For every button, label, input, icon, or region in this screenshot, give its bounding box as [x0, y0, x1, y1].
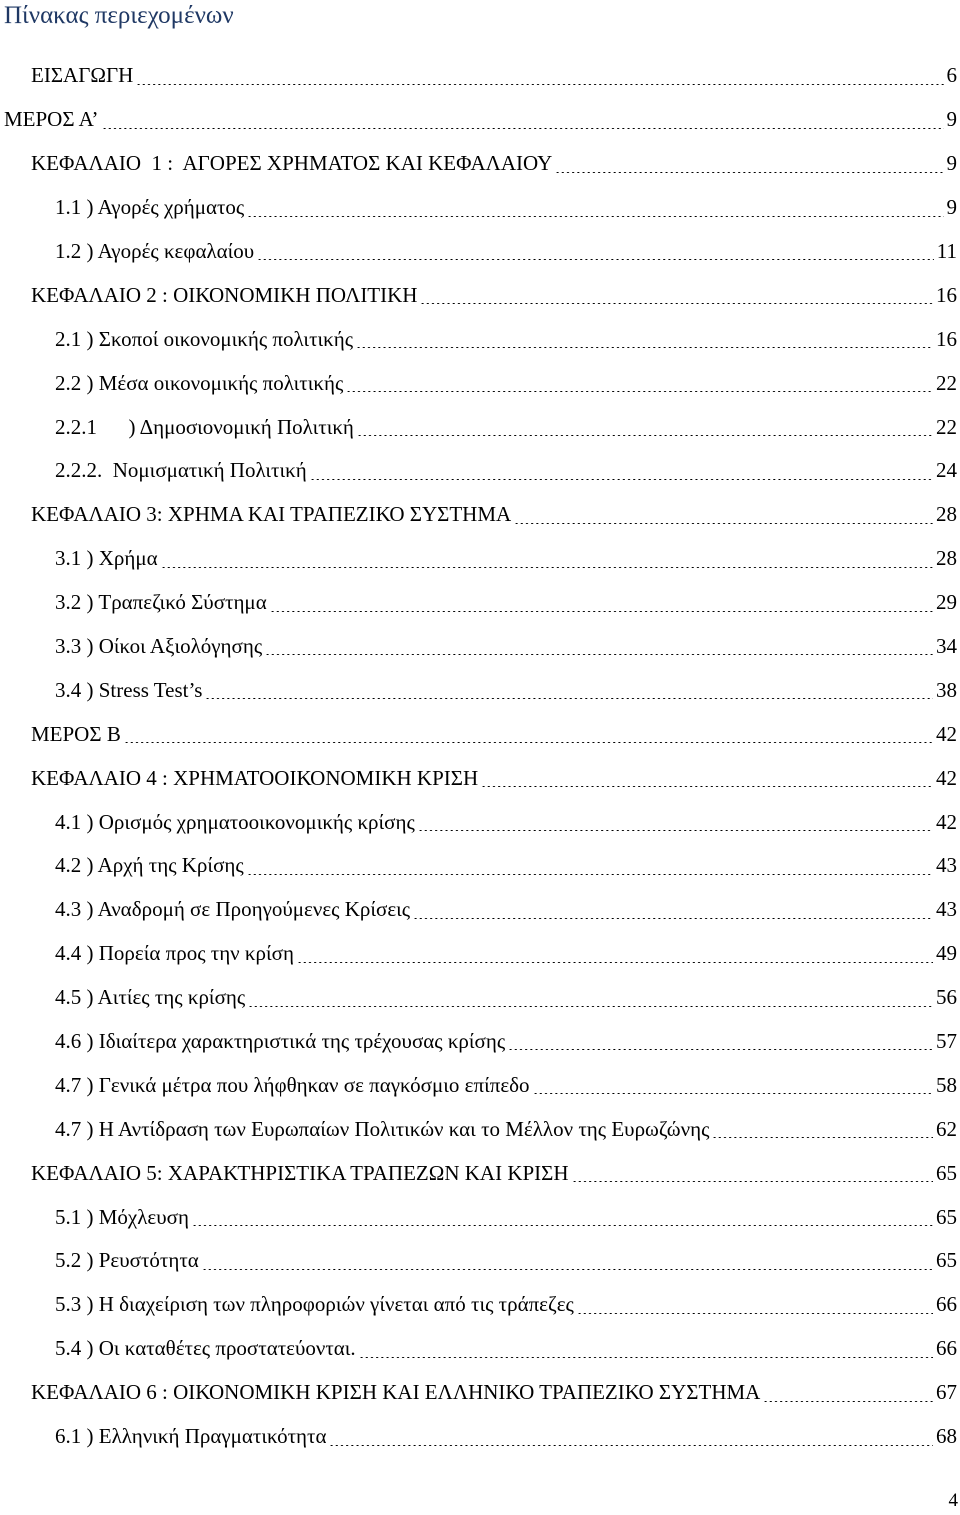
toc-entry-page: 65 [936, 1160, 957, 1185]
toc-entry[interactable] [0, 1415, 960, 1459]
toc-entry-label: 1.2 ) Αγορές κεφαλαίου [55, 239, 255, 263]
toc-entry[interactable] [0, 668, 960, 712]
toc-entry-label: 2.2.2. Νομισματική Πολιτική [55, 458, 307, 483]
toc-entry-label: 4.4 ) Πορεία προς την κρίση [55, 941, 294, 966]
dot-leader [265, 654, 933, 655]
dot-leader [310, 479, 933, 480]
toc-entry[interactable] [0, 273, 960, 317]
toc-entry-page: 65 [936, 1204, 957, 1229]
dot-leader [247, 874, 933, 875]
dot-leader [247, 216, 943, 217]
toc-entry[interactable] [0, 932, 960, 976]
toc-entry[interactable] [0, 844, 960, 888]
toc-entry-label: 5.3 ) Η διαχείριση των πληροφοριών γίνεται από τις τράπεζες [55, 1292, 574, 1317]
toc-entry[interactable] [0, 1239, 960, 1283]
toc-entry-page: 67 [936, 1380, 957, 1405]
toc-entry-label: ΚΕΦΑΛΑΙΟ 6 : ΟΙΚΟΝΟΜΙΚΗ ΚΡΙΣΗ ΚΑΙ ΕΛΛΗΝΙΚΟ ΤΡΑΠΕΖΙΚΟ ΣΥΣΤΗΜΑ [31, 1380, 761, 1405]
toc-entry[interactable] [0, 449, 960, 493]
dot-leader [329, 1445, 933, 1446]
toc-entry-page: 62 [936, 1116, 957, 1141]
dot-leader [124, 742, 933, 743]
toc-entry-label: 4.5 ) Αιτίες της κρίσης [55, 985, 246, 1010]
toc-entry[interactable] [0, 1020, 960, 1064]
toc-entry[interactable] [0, 1151, 960, 1195]
toc-entry-page: 29 [936, 590, 957, 615]
toc-entry-page: 65 [936, 1248, 957, 1273]
toc-entry-label: 5.2 ) Ρευστότητα [55, 1248, 199, 1273]
toc-entry-label: ΕΙΣΑΓΩΓΗ [31, 63, 134, 88]
toc-entry-label: 4.7 ) Γενικά μέτρα που λήφθηκαν σε παγκόσμιο επίπεδο [55, 1072, 530, 1097]
toc-entry-page: 43 [936, 897, 957, 922]
toc-entry-label: 5.1 ) Μόχλευση [55, 1204, 189, 1229]
dot-leader [257, 259, 934, 260]
toc-entry-page: 24 [936, 458, 957, 483]
toc-list [0, 54, 960, 1459]
toc-entry-label: 3.3 ) Οίκοι Αξιολόγησης [55, 634, 263, 659]
toc-entry-page: 56 [936, 985, 957, 1010]
toc-entry-label: ΚΕΦΑΛΑΙΟ 1 : ΑΓΟΡΕΣ ΧΡΗΜΑΤΟΣ ΚΑΙ ΚΕΦΑΛΑΙΟΥ [31, 151, 553, 176]
toc-entry[interactable] [0, 493, 960, 537]
toc-entry-page: 28 [936, 502, 957, 527]
dot-leader [270, 611, 933, 612]
toc-entry-page: 22 [936, 414, 957, 439]
toc-entry-label: 3.1 ) Χρήμα [55, 546, 158, 571]
toc-entry-page: 66 [936, 1336, 957, 1361]
toc-entry[interactable] [0, 976, 960, 1020]
toc-entry[interactable] [0, 537, 960, 581]
toc-entry-page: 38 [936, 677, 957, 702]
toc-entry-page: 28 [936, 546, 957, 571]
dot-leader [577, 1313, 933, 1314]
dot-leader [418, 830, 933, 831]
toc-entry-page: 16 [936, 326, 957, 351]
toc-entry-label: 3.4 ) Stress Test’s [55, 677, 203, 702]
toc-entry-page: 42 [936, 809, 957, 834]
dot-leader [202, 1269, 933, 1270]
toc-entry-label: ΜΕΡΟΣ Β [31, 721, 121, 746]
dot-leader [712, 1137, 933, 1138]
toc-entry-label: ΚΕΦΑΛΑΙΟ 5: ΧΑΡΑΚΤΗΡΙΣΤΙΚΑ ΤΡΑΠΕΖΩΝ ΚΑΙ ΚΡΙΣΗ [31, 1160, 569, 1185]
dot-leader [161, 567, 933, 568]
dot-leader [359, 1357, 933, 1358]
toc-title: Πίνακας περιεχομένων [4, 2, 234, 29]
dot-leader [481, 786, 933, 787]
dot-leader [357, 435, 933, 436]
toc-entry[interactable] [0, 756, 960, 800]
toc-entry-label: 4.6 ) Ιδιαίτερα χαρακτηριστικά της τρέχουσας κρίσης [55, 1029, 506, 1054]
toc-entry-label: 4.7 ) Η Αντίδραση των Ευρωπαίων Πολιτικών και το Μέλλον της Ευρωζώνης [55, 1116, 710, 1141]
toc-entry[interactable] [0, 142, 960, 186]
toc-entry-page: 22 [936, 370, 957, 395]
toc-entry-page: 57 [936, 1029, 957, 1054]
toc-entry-label: 5.4 ) Οι καταθέτες προστατεύονται. [55, 1336, 356, 1361]
toc-entry-label: 4.3 ) Αναδρομή σε Προηγούμενες Κρίσεις [55, 897, 411, 922]
toc-entry-page: 11 [936, 239, 957, 263]
toc-entry-label: 2.2 ) Μέσα οικονομικής πολιτικής [55, 370, 344, 395]
dot-leader [136, 84, 943, 85]
toc-entry-label: 6.1 ) Ελληνική Πραγματικότητα [55, 1424, 327, 1449]
toc-entry[interactable] [0, 54, 960, 98]
dot-leader [555, 172, 943, 173]
dot-leader [413, 918, 933, 919]
toc-entry[interactable] [0, 800, 960, 844]
toc-entry-label: 1.1 ) Αγορές χρήματος [55, 195, 245, 220]
toc-entry-label: ΚΕΦΑΛΑΙΟ 3: ΧΡΗΜΑ ΚΑΙ ΤΡΑΠΕΖΙΚΟ ΣΥΣΤΗΜΑ [31, 502, 512, 527]
dot-leader [205, 698, 933, 699]
toc-entry-label: 4.1 ) Ορισμός χρηματοοικονομικής κρίσης [55, 809, 415, 834]
dot-leader [356, 347, 933, 348]
toc-entry-page: 49 [936, 941, 957, 966]
dot-leader [533, 1093, 933, 1094]
dot-leader [248, 1006, 933, 1007]
toc-entry[interactable] [0, 361, 960, 405]
dot-leader [572, 1181, 933, 1182]
toc-entry-page: 42 [936, 765, 957, 790]
dot-leader [514, 523, 933, 524]
page-number: 4 [948, 1490, 958, 1511]
toc-entry-page: 16 [936, 282, 957, 307]
toc-entry-page: 58 [936, 1072, 957, 1097]
toc-entry-label: 3.2 ) Τραπεζικό Σύστημα [55, 590, 267, 615]
toc-entry-page: 68 [936, 1424, 957, 1449]
toc-entry[interactable] [0, 888, 960, 932]
toc-entry-page: 66 [936, 1292, 957, 1317]
toc-entry[interactable] [0, 712, 960, 756]
dot-leader [508, 1049, 933, 1050]
toc-entry-page: 42 [936, 721, 957, 746]
toc-entry[interactable] [0, 1371, 960, 1415]
toc-entry[interactable] [0, 186, 960, 230]
toc-entry[interactable] [0, 581, 960, 625]
dot-leader [346, 391, 933, 392]
toc-entry-page: 9 [946, 151, 957, 176]
toc-entry[interactable] [0, 1327, 960, 1371]
toc-entry[interactable] [0, 405, 960, 449]
toc-entry[interactable] [0, 98, 960, 142]
toc-entry-label: 2.1 ) Σκοποί οικονομικής πολιτικής [55, 326, 354, 351]
toc-entry-label: ΜΕΡΟΣ Α’ [4, 107, 99, 132]
dot-leader [420, 303, 933, 304]
toc-entry-label: ΚΕΦΑΛΑΙΟ 4 : ΧΡΗΜΑΤΟΟΙΚΟΝΟΜΙΚΗ ΚΡΙΣΗ [31, 765, 479, 790]
toc-entry-page: 9 [946, 195, 957, 220]
toc-entry-page: 43 [936, 853, 957, 878]
toc-entry[interactable] [0, 625, 960, 669]
toc-entry[interactable] [0, 230, 960, 274]
toc-entry-label: 4.2 ) Αρχή της Κρίσης [55, 853, 244, 878]
toc-entry[interactable] [0, 317, 960, 361]
dot-leader [192, 1225, 933, 1226]
toc-entry[interactable] [0, 1107, 960, 1151]
toc-entry[interactable] [0, 1283, 960, 1327]
dot-leader [763, 1401, 933, 1402]
toc-entry-label: 2.2.1 ) Δημοσιονομική Πολιτική [55, 414, 354, 439]
toc-entry[interactable] [0, 1195, 960, 1239]
toc-entry-page: 9 [946, 107, 957, 132]
dot-leader [297, 962, 933, 963]
toc-entry-label: ΚΕΦΑΛΑΙΟ 2 : ΟΙΚΟΝΟΜΙΚΗ ΠΟΛΙΤΙΚΗ [31, 282, 418, 307]
toc-entry[interactable] [0, 1063, 960, 1107]
toc-entry-page: 34 [936, 634, 957, 659]
toc-entry-page: 6 [946, 63, 957, 88]
dot-leader [102, 128, 944, 129]
